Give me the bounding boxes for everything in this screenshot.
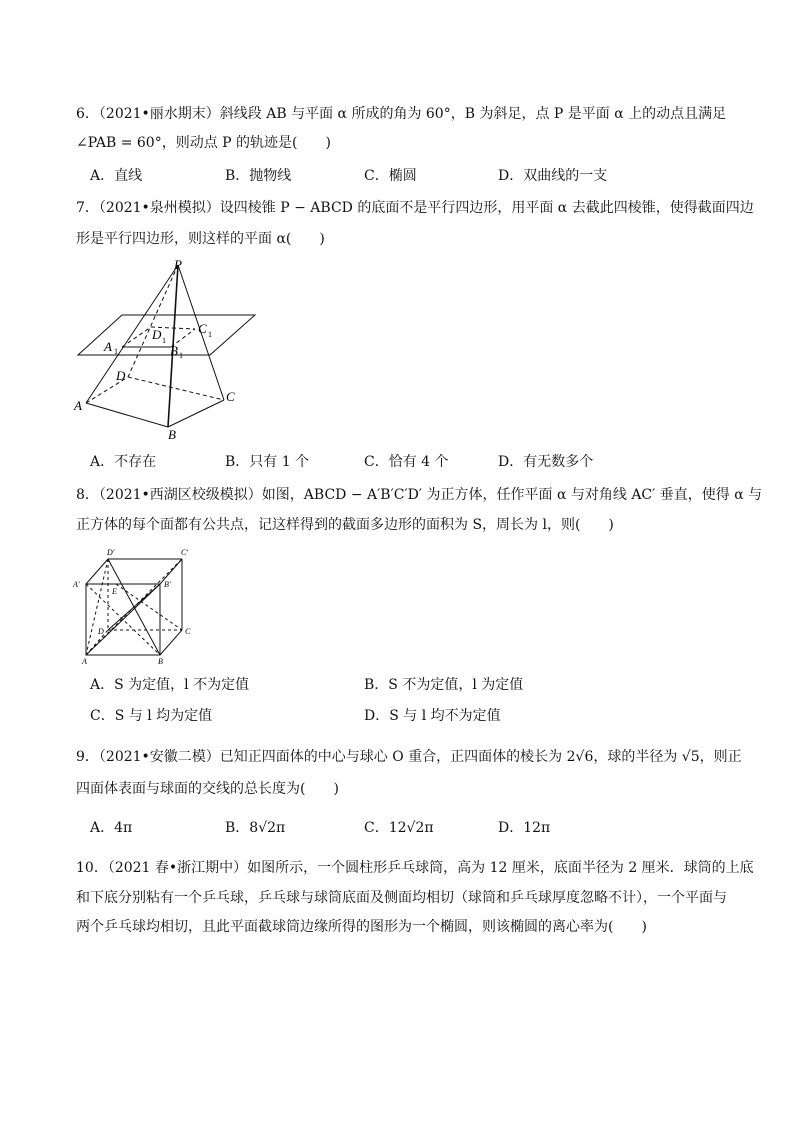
edge-pa bbox=[86, 265, 178, 403]
q7-option-d[interactable]: D．有无数多个 bbox=[498, 454, 594, 470]
label-a1-subscript: 1 bbox=[114, 347, 118, 356]
q8-option-a[interactable]: A．S 为定值，l 不为定值 bbox=[90, 677, 250, 693]
q10-line-3: 两个乒乓球均相切，且此平面截球筒边缘所得的图形为一个椭圆，则该椭圆的离心率为( ) bbox=[76, 919, 647, 935]
q9-option-c[interactable]: C．12√2π bbox=[364, 820, 434, 836]
q9-option-a[interactable]: A．4π bbox=[90, 820, 133, 836]
label-c1-subscript: 1 bbox=[208, 330, 212, 339]
edge-pd bbox=[128, 265, 178, 377]
q9-line-1: 9．（2021•安徽二模）已知正四面体的中心与球心 O 重合，正四面体的棱长为 2√6，球的半径为 √5，则正 bbox=[76, 749, 742, 765]
q6-option-c[interactable]: C．椭圆 bbox=[364, 168, 417, 184]
section-line-6 bbox=[86, 559, 108, 655]
pyramid-figure bbox=[70, 255, 270, 445]
label-e: E bbox=[112, 587, 117, 596]
label-c-prime: C′ bbox=[181, 548, 189, 557]
section-line-5 bbox=[116, 584, 182, 630]
q7-line-1: 7．（2021•泉州模拟）设四棱锥 P − ABCD 的底面不是平行四边形，用平面 α 去截此四棱锥，使得截面四边 bbox=[76, 200, 754, 216]
q6-option-b[interactable]: B．抛物线 bbox=[225, 168, 292, 184]
label-b-prime: B′ bbox=[164, 580, 171, 589]
q8-option-d[interactable]: D．S 与 l 均不为定值 bbox=[364, 708, 501, 724]
q6-option-d[interactable]: D．双曲线的一支 bbox=[498, 168, 608, 184]
edge-bc bbox=[160, 630, 182, 655]
section-line-4 bbox=[86, 584, 160, 655]
label-b1: B bbox=[170, 343, 178, 358]
q6-line-1: 6．（2021•丽水期末）斜线段 AB 与平面 α 所成的角为 60°，B 为斜足，点 P 是平面 α 上的动点且满足 bbox=[76, 106, 727, 122]
cube-figure bbox=[72, 544, 212, 666]
edge-dc bbox=[128, 377, 224, 400]
label-d: D bbox=[116, 368, 126, 383]
q9-line-2: 四面体表面与球面的交线的总长度为( ) bbox=[76, 781, 339, 797]
q8-line-2: 正方体的每个面都有公共点，记这样得到的截面多边形的面积为 S，周长为 l，则( ) bbox=[76, 517, 614, 533]
label-a: A bbox=[82, 657, 87, 666]
q7-line-2: 形是平行四边形，则这样的平面 α( ) bbox=[76, 231, 325, 247]
q7-option-c[interactable]: C．恰有 4 个 bbox=[364, 454, 449, 470]
q7-option-b[interactable]: B．只有 1 个 bbox=[225, 454, 310, 470]
label-c1: C bbox=[198, 321, 207, 336]
q7-option-a[interactable]: A．不存在 bbox=[90, 454, 157, 470]
label-d1-subscript: 1 bbox=[162, 336, 166, 345]
label-a-prime: A′ bbox=[73, 580, 80, 589]
label-b: B bbox=[158, 657, 163, 666]
q6-option-a[interactable]: A．直线 bbox=[90, 168, 143, 184]
q9-option-b[interactable]: B．8√2π bbox=[225, 820, 286, 836]
label-b1-subscript: 1 bbox=[179, 351, 183, 360]
label-a1: A bbox=[104, 339, 112, 354]
label-c: C bbox=[226, 389, 235, 404]
q8-option-b[interactable]: B．S 不为定值，l 为定值 bbox=[364, 677, 524, 693]
edge-ab bbox=[86, 403, 168, 427]
q10-line-1: 10．（2021 春•浙江期中）如图所示，一个圆柱形乒乓球筒，高为 12 厘米，底面半径为 2 厘米．球筒的上底 bbox=[76, 860, 754, 876]
label-d: D bbox=[98, 627, 104, 636]
label-a: A bbox=[74, 398, 82, 413]
edge-bc bbox=[168, 400, 224, 427]
label-p: P bbox=[174, 257, 182, 272]
label-d1: D bbox=[152, 327, 162, 342]
label-c: C bbox=[185, 627, 191, 636]
q10-line-2: 和下底分别粘有一个乒乓球，乒乓球与球筒底面及侧面均相切（球筒和乒乓球厚度忽略不计），一个平面与 bbox=[76, 890, 727, 906]
section-a1d1 bbox=[122, 327, 151, 347]
q8-option-c[interactable]: C．S 与 l 均为定值 bbox=[90, 708, 213, 724]
label-d-prime: D′ bbox=[107, 548, 115, 557]
label-b: B bbox=[168, 427, 176, 442]
q9-option-d[interactable]: D．12π bbox=[498, 820, 551, 836]
q6-line-2: ∠PAB = 60°，则动点 P 的轨迹是( ) bbox=[76, 135, 331, 151]
q8-line-1: 8．（2021•西湖区校级模拟）如图，ABCD − A′B′C′D′ 为正方体，任作平面 α 与对角线 AC′ 垂直，使得 α 与 bbox=[76, 487, 763, 503]
